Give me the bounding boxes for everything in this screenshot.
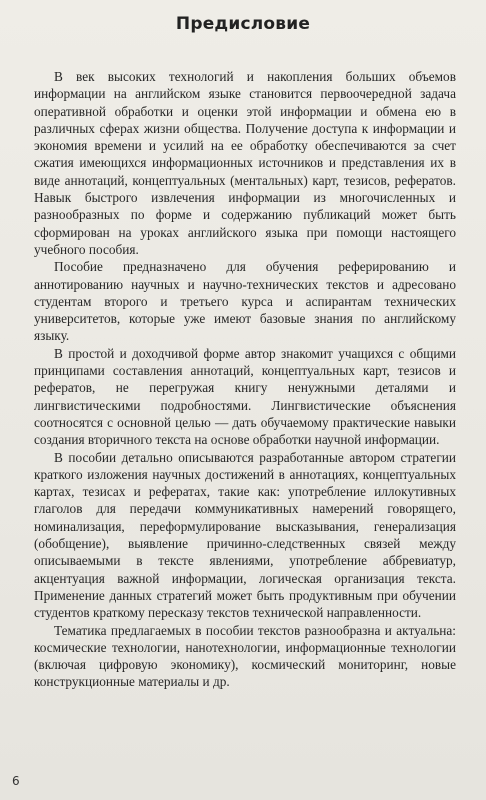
page-title: Предисловие [175,14,311,34]
paragraph-4: В пособии детально описываются разработанные автором стратегии краткого изложения научных достижений в аннотациях, концептуальных картах, тезисах и рефератах, такие как: употребление иллокутивных глаголов для передачи коммуникативных намерений говорящего, номинализация, переформулирование высказывания, генерализация (обобщение), выявление причинно-следственных связей между описываемыми в тексте явлениями, употребление аббревиатур, акцентуация важной информации, логическая организация текста. Применение данных стратегий может быть продуктивным при обучении студентов краткому пересказу текстов технической направленности. [34,449,456,621]
paragraph-2: Пособие предназначено для обучения реферированию и аннотированию научных и научно-технических текстов и адресовано студентам второго и третьего курса и аспирантам технических университетов, которые уже имеют базовые знания по английскому языку. [34,259,456,344]
paragraph-1: В век высоких технологий и накопления больших объемов информации на английском языке становится первоочередной задача оперативной обработки и оценки этой информации и обмена ею в различных сферах жизни общества. Получение доступа к информации и экономия времени и усилий на ее обработку обеспечиваются за счет сжатия имеющихся информационных источников и представления их в виде аннотаций, концептуальных (ментальных) карт, тезисов, рефератов. Навык быстрого извлечения информации из многочисленных и разнообразных по форме и содержанию публикаций может быть сформирован на уроках английского языка при помощи настоящего учебного пособия. [34,69,456,257]
page-number: 6 [12,774,20,788]
body-text [34,68,456,691]
paragraph-5: Тематика предлагаемых в пособии текстов разнообразна и актуальна: космические технологии, нанотехнологии, информационные технологии (включая цифровую экономику), космический мониторинг, новые конструкционные материалы и др. [34,622,456,690]
paragraph-3: В простой и доходчивой форме автор знакомит учащихся с общими принципами составления аннотаций, концептуальных карт, тезисов и рефератов, не перегружая книгу ненужными деталями и лингвистическими подробностями. Лингвистические объяснения соотносятся с основной целью — дать обучаемому практические навыки создания вторичного текста на основе обработки научной информации. [34,345,456,448]
